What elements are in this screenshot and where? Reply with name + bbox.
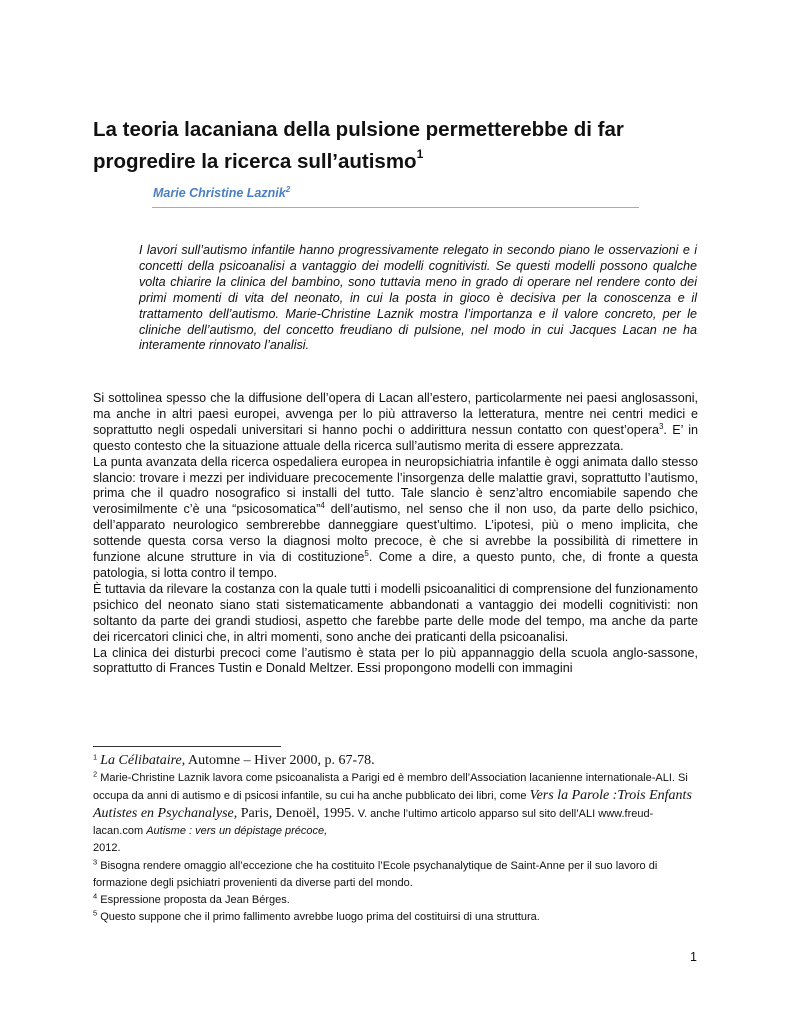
footnote-5 <box>93 909 698 926</box>
article-body <box>93 391 698 677</box>
footnote-3-text: Bisogna rendere omaggio all’eccezione che ha costituito l’Ecole psychanalytique de Saint-Anne per il suo lavoro di formazione degli psichiatri provenienti da diverse parti del mondo. <box>93 859 658 889</box>
title-line-2: progredire la ricerca sull’autismo <box>93 149 417 173</box>
footnote-2-number: 2 <box>93 769 98 779</box>
footnote-2-text-b: V. anche l’ultimo articolo apparso sul sito dell’ALI www.freud-lacan.com <box>93 808 654 838</box>
footnote-divider <box>93 746 281 747</box>
footnote-1 <box>93 752 698 770</box>
footnote-ref-4: 4 <box>320 501 325 511</box>
footnote-1-details: , Automne – Hiver 2000, p. 67-78. <box>181 753 375 768</box>
paragraph-2-text-c: . Come a dire, a questo punto, che, di fronte a questa patologia, si lotta contro il tempo. <box>93 550 698 580</box>
footnote-2 <box>93 770 698 857</box>
paragraph-3: È tuttavia da rilevare la costanza con la quale tutti i modelli psicoanalitici di comprensione del funzionamento psichico del neonato siano stati sistematicamente abbandonati a vantaggio dei modelli cognitivisti: non soltanto da parte dei grandi studiosi, aspetto che farebbe parte delle mode del tempo, ma anche da parte dei ricercatori clinici che, in altri momenti, sono anche dei praticanti della psicoanalisi. <box>93 581 698 644</box>
title-line-1: La teoria lacaniana della pulsione permetterebbe di far <box>93 118 624 141</box>
paragraph-2 <box>93 455 698 582</box>
footnote-3-number: 3 <box>93 856 98 866</box>
paragraph-1-text-b: . E’ in questo contesto che la situazione attuale della ricerca sull’autismo merita di essere apprezzata. <box>93 422 698 453</box>
footnote-1-number: 1 <box>93 752 98 762</box>
footnote-2-year: 2012. <box>93 842 121 855</box>
footnote-4-text: Espressione proposta da Jean Bérges. <box>100 893 290 906</box>
paragraph-2-text-b: dell’autismo, nel senso che il non uso, da parte dello psichico, dell’apparato neurologico sembrerebbe danneggiare quest’ultimo. L’ipotesi, più o meno implicita, che sottende questa corsa verso la diagnosi molto precoce, è che si avrebbe la possibilità di rimettere in funzione alcune strutture in via di costituzione <box>93 502 698 565</box>
page-number: 1 <box>690 950 697 964</box>
paragraph-1 <box>93 391 698 455</box>
title-footnote-ref: 1 <box>416 147 424 161</box>
footnote-1-journal: La Célibataire <box>100 753 182 768</box>
abstract: I lavori sull’autismo infantile hanno progressivamente relegato in secondo piano le osservazioni e i concetti della psicoanalisi a vantaggio dei modelli cognitivisti. Se questi modelli possono qualche volta chiarire la clinica del bambino, sono tuttavia meno in grado di operare nel rendere conto dei primi momenti di vita del neonato, in cui la posta in gioco è decisiva per la conoscenza e il trattamento dell’autismo. Marie-Christine Laznik mostra l’importanza e il valore concreto, per le cliniche dell’autismo, del concetto freudiano di pulsione, nel modo in cui Jacques Lacan ne ha interamente rinnovato l’analisi. <box>139 243 697 353</box>
footnote-5-text: Questo suppone che il primo fallimento avrebbe luogo prima del costituirsi di una struttura. <box>100 910 540 923</box>
footnote-2-text-a: Marie-Christine Laznik lavora come psicoanalista a Parigi ed è membro dell’Association lacanienne internationale-ALI. Si occupa da anni di autismo e di psicosi infantile, su cui ha anche pubblicato dei libri, come <box>93 772 688 803</box>
footnote-2-book-title: Vers la Parole :Trois Enfants Autistes en Psychanalyse <box>93 788 692 822</box>
author-name: Marie Christine Laznik <box>153 186 286 201</box>
author-footnote-ref: 2 <box>285 185 291 194</box>
article-title <box>93 116 733 175</box>
footnote-5-number: 5 <box>93 908 98 918</box>
paragraph-4: La clinica dei disturbi precoci come l’autismo è stata per lo più appannaggio della scuola anglo-sassone, soprattutto di Frances Tustin e Donald Meltzer. Essi propongono modelli con immagini <box>93 645 698 676</box>
footnote-ref-3: 3 <box>658 421 664 431</box>
author-byline <box>153 182 290 201</box>
footnote-4 <box>93 892 698 909</box>
footnote-ref-5: 5 <box>364 548 369 558</box>
footnote-2-publisher: , Paris, Denoël, 1995. <box>233 806 355 822</box>
footnote-4-number: 4 <box>93 891 98 901</box>
paragraph-1-text-a: Si sottolinea spesso che la diffusione dell’opera di Lacan all’estero, particolarmente nei paesi anglosassoni, ma anche in altri paesi europei, avvenga per lo più attraverso la letteratura, mentre nei centri medici e soprattutto negli ospedali universitari si hanno pochi o addirittura nessun contatto con quest’opera <box>93 391 698 437</box>
footnote-2-article-title: Autisme : vers un dépistage précoce, <box>146 825 328 838</box>
footnotes <box>93 752 698 926</box>
author-divider <box>152 207 639 208</box>
paragraph-2-text-a: La punta avanzata della ricerca ospedaliera europea in neuropsichiatria infantile è oggi animata dallo stesso slancio: trovare i mezzi per individuare precocemente l’insorgenza delle malattie gravi, soprattutto l’autismo, prima che il quadro nosografico si installi del tutto. Tale slancio è senz’altro encomiabile sapendo che verosimilmente c’è una “psicosomatica” <box>93 454 698 517</box>
footnote-3 <box>93 858 698 892</box>
